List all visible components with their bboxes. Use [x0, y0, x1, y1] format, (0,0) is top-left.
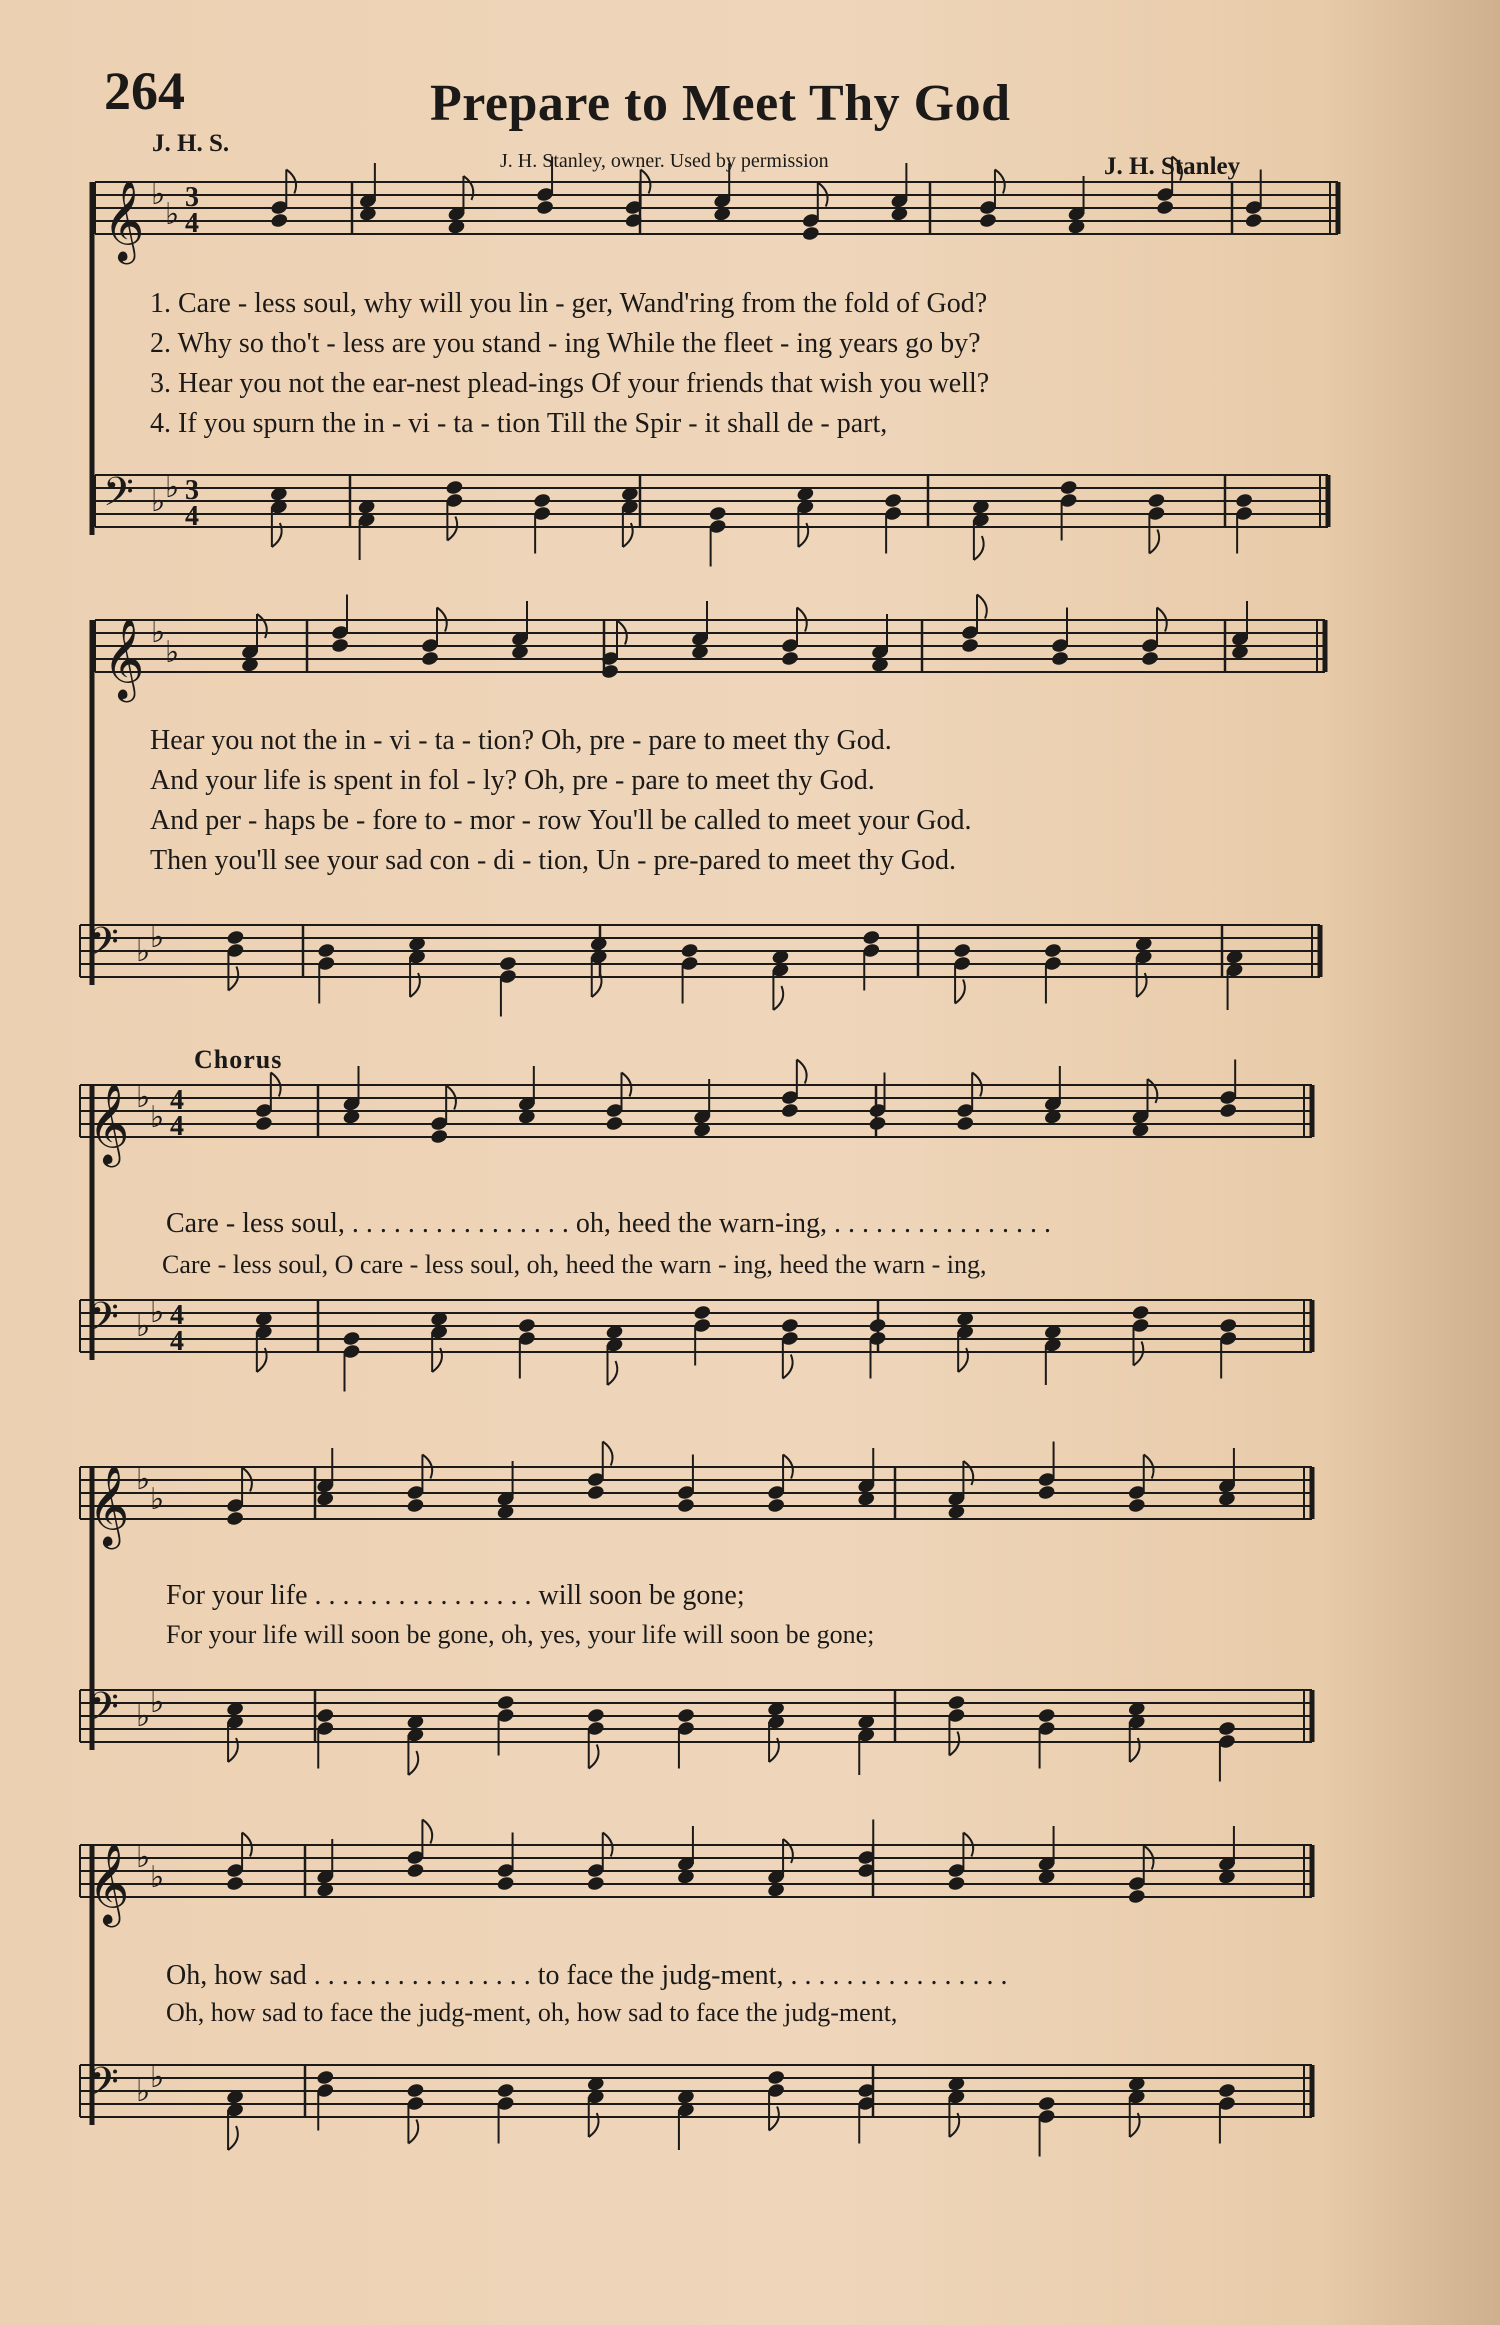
svg-text:♭: ♭ — [151, 615, 166, 650]
svg-text:4: 4 — [185, 501, 199, 532]
svg-text:♭: ♭ — [136, 1699, 151, 1734]
svg-text:𝄢: 𝄢 — [88, 2059, 119, 2115]
verse-3-line-2: And per - haps be - fore to - mor - row You'll be called to meet your God. — [150, 805, 972, 836]
chorus-label: Chorus — [194, 1045, 283, 1074]
svg-text:♭: ♭ — [136, 2074, 151, 2109]
svg-text:4: 4 — [170, 1085, 184, 1116]
svg-text:♭: ♭ — [151, 484, 166, 519]
chorus-3-echo: Oh, how sad to face the judg-ment, oh, how sad to face the judg-ment, — [166, 1998, 898, 2027]
svg-text:4: 4 — [185, 208, 199, 239]
music-author: J. H. Stanley — [1104, 153, 1241, 180]
hymn-number: 264 — [104, 61, 185, 121]
staff — [80, 1060, 1312, 1168]
verse-3-line-1: 3. Hear you not the ear-nest plead-ings Of your friends that wish you well? — [150, 368, 990, 399]
svg-text:♭: ♭ — [150, 1482, 165, 1517]
svg-text:𝄞: 𝄞 — [88, 1464, 130, 1546]
words-author: J. H. S. — [152, 130, 230, 157]
svg-text:♭: ♭ — [165, 470, 180, 505]
chorus-2-echo: For your life will soon be gone, oh, yes, your life will soon be gone; — [166, 1620, 875, 1649]
svg-text:♭: ♭ — [165, 197, 180, 232]
svg-text:𝄞: 𝄞 — [103, 617, 145, 699]
svg-text:𝄢: 𝄢 — [88, 1294, 119, 1350]
staff — [80, 1442, 1312, 1550]
svg-text:𝄞: 𝄞 — [88, 1082, 130, 1164]
svg-text:♭: ♭ — [150, 2060, 165, 2095]
svg-text:♭: ♭ — [136, 934, 151, 969]
svg-text:♭: ♭ — [150, 920, 165, 955]
svg-text:♭: ♭ — [150, 1100, 165, 1135]
staff — [95, 157, 1338, 265]
svg-text:♭: ♭ — [151, 177, 166, 212]
svg-text:𝄞: 𝄞 — [103, 179, 145, 261]
chorus-3-melody: Oh, how sad . . . . . . . . . . . . . . . . to face the judg-ment, . . . . . . . . . . . . . . . . — [166, 1960, 1008, 1991]
svg-text:♭: ♭ — [165, 635, 180, 670]
verse-1-line-1: 1. Care - less soul, why will you lin - ger, Wand'ring from the fold of God? — [150, 288, 988, 319]
verse-4-line-2: Then you'll see your sad con - di - tion, Un - pre-pared to meet thy God. — [150, 845, 956, 876]
svg-text:♭: ♭ — [150, 1685, 165, 1720]
svg-text:𝄢: 𝄢 — [88, 1684, 119, 1740]
verse-2-line-2: And your life is spent in fol - ly? Oh, pre - pare to meet thy God. — [150, 765, 875, 796]
chorus-1-melody: Care - less soul, . . . . . . . . . . . . . . . . oh, heed the warn-ing, . . . . . . . . . . . . . . . . — [166, 1208, 1051, 1239]
svg-text:♭: ♭ — [136, 1309, 151, 1344]
staff — [95, 469, 1328, 567]
chorus-2-melody: For your life . . . . . . . . . . . . . . . . will soon be gone; — [166, 1580, 745, 1611]
staff — [80, 2059, 1312, 2157]
svg-text:𝄢: 𝄢 — [103, 469, 134, 525]
svg-text:♭: ♭ — [136, 1080, 151, 1115]
hymn-title: Prepare to Meet Thy God — [430, 75, 1011, 132]
svg-text:3: 3 — [185, 475, 199, 506]
staff — [80, 1684, 1312, 1782]
svg-text:4: 4 — [170, 1326, 184, 1357]
verse-2-line-1: 2. Why so tho't - less are you stand - ing While the fleet - ing years go by? — [150, 328, 981, 359]
svg-text:3: 3 — [185, 182, 199, 213]
verse-1-line-2: Hear you not the in - vi - ta - tion? Oh, pre - pare to meet thy God. — [150, 725, 892, 756]
verse-4-line-1: 4. If you spurn the in - vi - ta - tion Till the Spir - it shall de - part, — [150, 408, 888, 439]
staff — [80, 1820, 1312, 1928]
chorus-1-echo: Care - less soul, O care - less soul, oh, heed the warn - ing, heed the warn - ing, — [162, 1250, 987, 1279]
staff — [95, 595, 1325, 703]
svg-text:4: 4 — [170, 1300, 184, 1331]
svg-text:♭: ♭ — [136, 1840, 151, 1875]
svg-text:4: 4 — [170, 1111, 184, 1142]
copyright-notice: J. H. Stanley, owner. Used by permission — [500, 150, 829, 172]
svg-text:♭: ♭ — [136, 1462, 151, 1497]
staff — [80, 1294, 1312, 1392]
svg-text:𝄞: 𝄞 — [88, 1842, 130, 1924]
svg-text:𝄢: 𝄢 — [88, 919, 119, 975]
svg-text:♭: ♭ — [150, 1860, 165, 1895]
svg-text:♭: ♭ — [150, 1295, 165, 1330]
staff — [80, 919, 1320, 1017]
